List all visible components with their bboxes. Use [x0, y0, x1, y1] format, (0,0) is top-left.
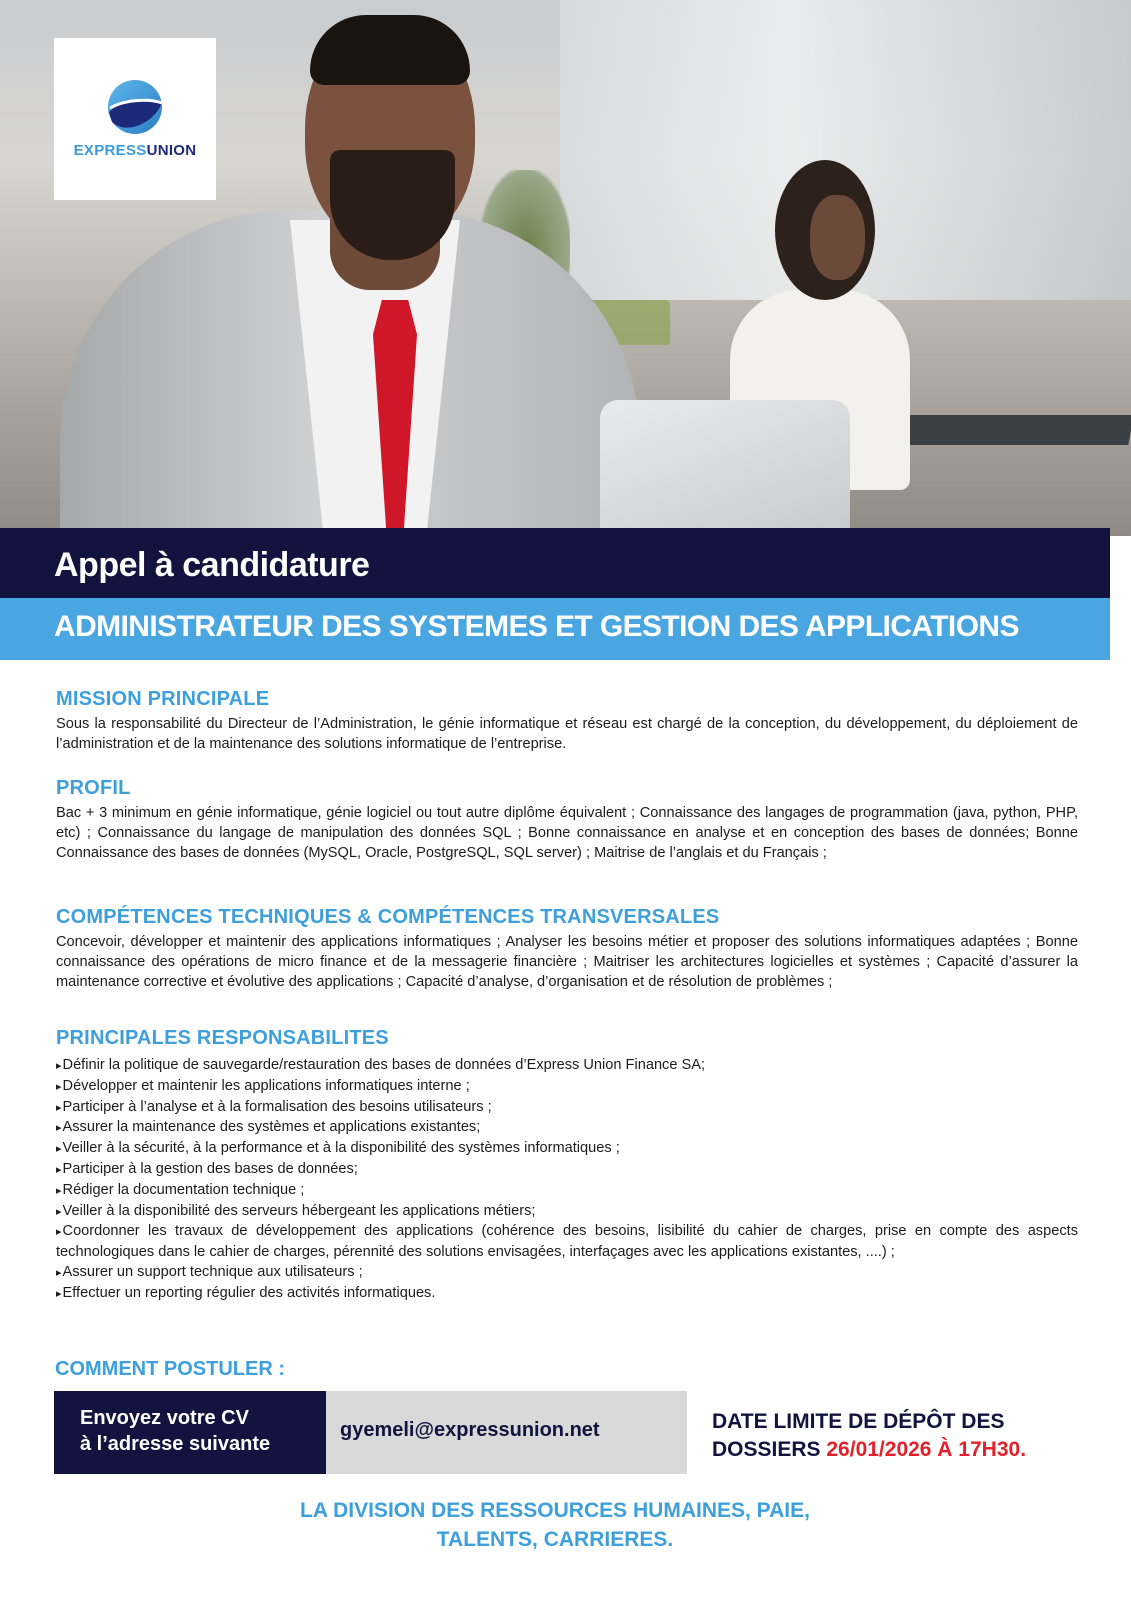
list-item: ▸ Développer et maintenir les applications informatiques interne ;: [56, 1077, 1078, 1098]
apply-heading: COMMENT POSTULER :: [55, 1358, 285, 1380]
position-band: [0, 598, 1110, 660]
list-item: ▸ Définir la politique de sauvegarde/restauration des bases de données d’Express Union Finance SA;: [56, 1056, 1078, 1077]
title-band: [0, 528, 1110, 598]
responsabilites-section: [56, 1027, 1078, 1305]
competences-text: Concevoir, développer et maintenir des applications informatiques ; Analyser les besoins métier et proposer des solutions informatiques adaptées ; Bonne connaissance des opérations de micro finance et de la messagerie financière ; Maitriser les architectures logicielles et systèmes ; Capacité d’assurer la maintenance corrective et évolutive des applications ; Capacité d’analyse, d’organisation et de résolution de problèmes ;: [56, 934, 1078, 990]
company-logo: [54, 38, 216, 200]
logo-text-express: EXPRESS: [73, 142, 147, 159]
profil-heading: PROFIL: [56, 777, 131, 799]
laptop-image: [600, 400, 850, 536]
apply-instruction-line1: Envoyez votre CV: [80, 1407, 249, 1429]
list-item: ▸ Rédiger la documentation technique ;: [56, 1181, 1078, 1202]
deadline-label: DOSSIERS: [712, 1438, 827, 1461]
logo-text-union: UNION: [146, 142, 197, 159]
deadline-line1: DATE LIMITE DE DÉPÔT DES: [712, 1410, 1005, 1433]
apply-email-box: [326, 1391, 687, 1474]
deadline-date: 26/01/2026 À 17H30.: [826, 1438, 1027, 1461]
list-item: ▸ Assurer un support technique aux utilisateurs ;: [56, 1263, 1078, 1284]
list-item: ▸ Coordonner les travaux de développement des applications (cohérence des besoins, lisibilité du cahier de charges, prise en compte des aspects technologiques dans le cahier de charges, pérennité des solutions envisagées, interfaçages avec les applications existantes, ....) ;: [56, 1222, 1078, 1263]
responsabilites-list: [56, 1056, 1078, 1305]
deadline: [712, 1408, 1102, 1464]
profil-text: Bac + 3 minimum en génie informatique, génie logiciel ou tout autre diplôme équivalent ; Connaissance des langages de programmation (java, python, PHP, etc) ; Connaissance du langage de manipulation des données SQL ; Bonne connaissance en analyse et en conception des bases de données; Bonne Connaissance des bases de données (MySQL, Oracle, PostgreSQL, SQL server) ; Maitrise de l’anglais et du Français ;: [56, 805, 1078, 861]
responsabilites-heading: PRINCIPALES RESPONSABILITES: [56, 1027, 389, 1049]
list-item: ▸ Veiller à la disponibilité des serveurs hébergeant les applications métiers;: [56, 1202, 1078, 1223]
globe-swoosh-icon: [106, 78, 164, 136]
footer-line1: LA DIVISION DES RESSOURCES HUMAINES, PAIE,: [300, 1499, 810, 1522]
profil-section: [56, 777, 1078, 863]
list-item: ▸ Participer à l’analyse et à la formalisation des besoins utilisateurs ;: [56, 1098, 1078, 1119]
apply-instruction-box: [54, 1391, 326, 1474]
apply-email-link[interactable]: gyemeli@expressunion.net: [340, 1419, 600, 1441]
mission-heading: MISSION PRINCIPALE: [56, 688, 270, 710]
page-title: Appel à candidature: [54, 546, 370, 584]
mission-section: [56, 688, 1078, 755]
footer-signature: [0, 1496, 1110, 1554]
competences-heading: COMPÉTENCES TECHNIQUES & COMPÉTENCES TRANSVERSALES: [56, 906, 720, 928]
position-title: ADMINISTRATEUR DES SYSTEMES ET GESTION DES APPLICATIONS: [54, 610, 1019, 643]
competences-section: [56, 906, 1078, 992]
list-item: ▸ Effectuer un reporting régulier des activités informatiques.: [56, 1284, 1078, 1305]
list-item: ▸ Assurer la maintenance des systèmes et applications existantes;: [56, 1118, 1078, 1139]
list-item: ▸ Veiller à la sécurité, à la performance et à la disponibilité des systèmes informatiques ;: [56, 1139, 1078, 1160]
footer-line2: TALENTS, CARRIERES.: [436, 1528, 674, 1551]
apply-instruction-line2: à l’adresse suivante: [80, 1433, 271, 1455]
list-item: ▸ Participer à la gestion des bases de données;: [56, 1160, 1078, 1181]
mission-text: Sous la responsabilité du Directeur de l’Administration, le génie informatique et réseau est chargé de la conception, du développement, du déploiement de l’administration et de la maintenance des solutions informatique de l’entreprise.: [56, 716, 1078, 752]
